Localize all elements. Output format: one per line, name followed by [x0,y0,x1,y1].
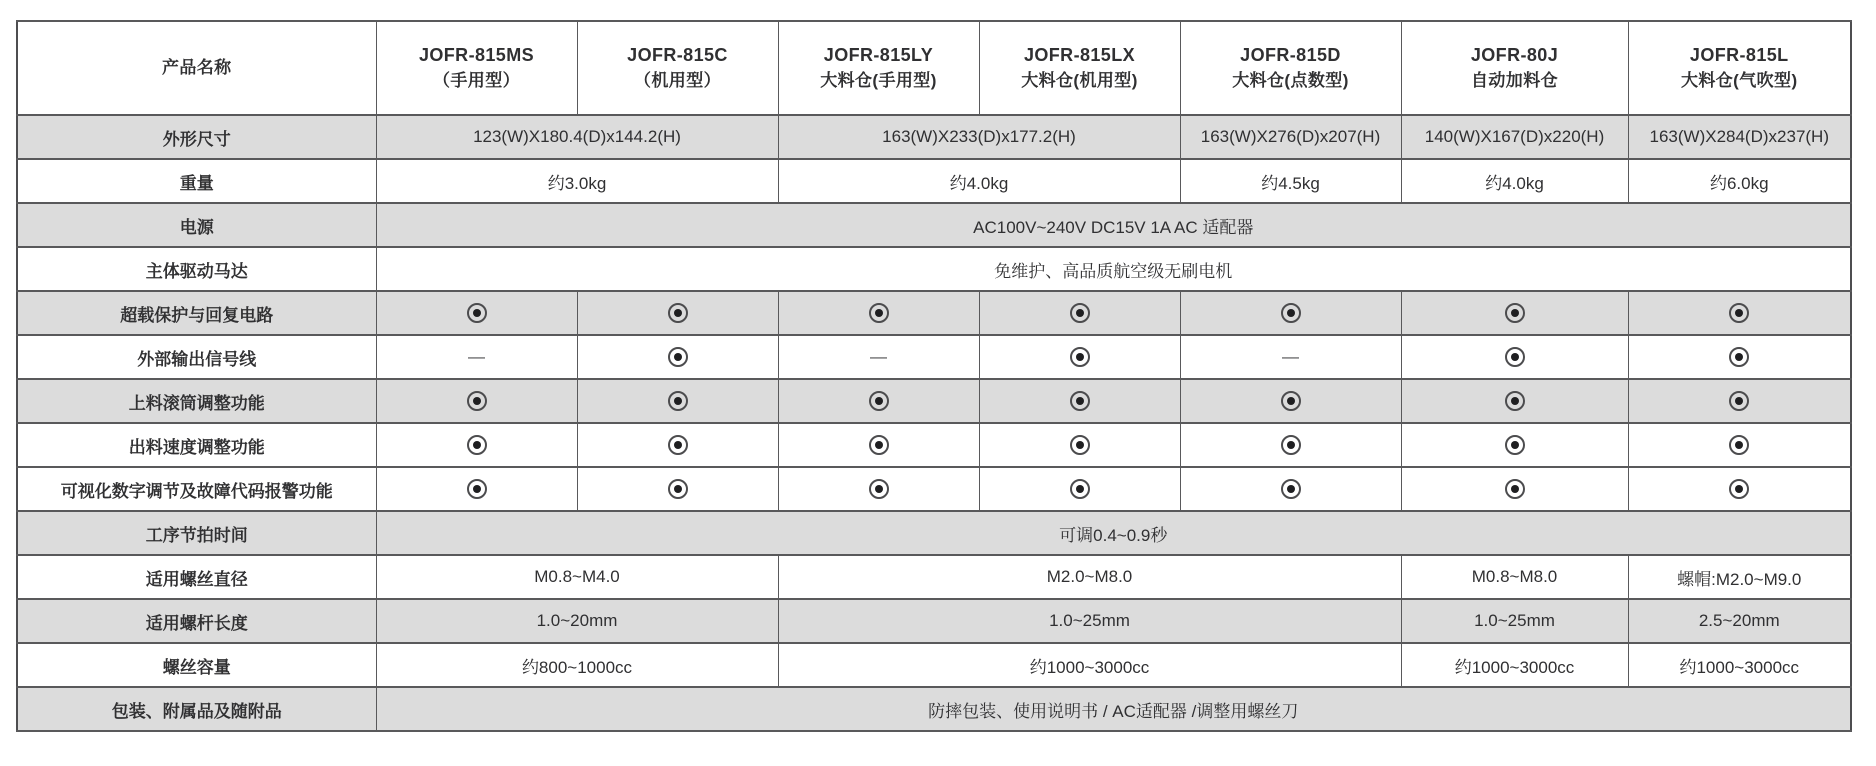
row-label: 上料滚筒调整功能 [17,379,376,423]
supported-icon [869,391,889,411]
spec-row [17,379,1851,423]
supported-icon [1281,479,1301,499]
supported-icon [1505,347,1525,367]
product-model: JOFR-815MS [418,44,535,65]
col-header-jofr-815d [1180,21,1401,115]
spec-cell: AC100V~240V DC15V 1A AC 适配器 [376,203,1851,247]
supported-icon [1505,435,1525,455]
col-header-jofr-815ms [376,21,577,115]
supported-icon [467,391,487,411]
product-model: JOFR-815C [627,44,728,65]
spec-table-head [17,21,1851,115]
spec-cell: 约4.5kg [1180,159,1401,203]
spec-cell [577,423,778,467]
supported-icon [1729,303,1749,323]
spec-cell [376,291,577,335]
spec-cell [778,423,979,467]
spec-cell [1628,467,1851,511]
product-subtitle: 大料仓(点数型) [1232,71,1349,91]
product-model: JOFR-815D [1240,44,1341,65]
spec-cell [979,335,1180,379]
row-label: 适用螺杆长度 [17,599,376,643]
col-header-jofr-815ly [778,21,979,115]
supported-icon [1070,479,1090,499]
supported-icon [1505,303,1525,323]
spec-row [17,599,1851,643]
row-label: 电源 [17,203,376,247]
spec-cell: 约1000~3000cc [1628,643,1851,687]
spec-cell: 140(W)X167(D)x220(H) [1401,115,1628,159]
supported-icon [668,391,688,411]
spec-cell [778,467,979,511]
not-available-dash: — [870,347,887,366]
spec-cell [577,379,778,423]
supported-icon [467,479,487,499]
supported-icon [869,435,889,455]
product-subtitle: 大料仓(机用型) [1021,71,1138,91]
supported-icon [1729,479,1749,499]
spec-cell [979,423,1180,467]
product-subtitle: 大料仓(手用型) [820,71,937,91]
spec-cell [1628,335,1851,379]
supported-icon [1281,391,1301,411]
spec-cell [1180,379,1401,423]
spec-cell [1180,335,1401,379]
supported-icon [1070,435,1090,455]
row-label: 出料速度调整功能 [17,423,376,467]
spec-cell: 防摔包装、使用说明书 / AC适配器 /调整用螺丝刀 [376,687,1851,731]
spec-cell [376,467,577,511]
supported-icon [467,435,487,455]
spec-row [17,511,1851,555]
spec-cell: 163(W)X284(D)x237(H) [1628,115,1851,159]
spec-cell [1401,423,1628,467]
spec-row [17,115,1851,159]
row-label: 适用螺丝直径 [17,555,376,599]
spec-row [17,687,1851,731]
product-subtitle: （手用型） [433,71,520,91]
spec-cell: 可调0.4~0.9秒 [376,511,1851,555]
spec-cell [376,379,577,423]
spec-cell: 1.0~25mm [1401,599,1628,643]
spec-cell: 约6.0kg [1628,159,1851,203]
spec-cell [1180,291,1401,335]
spec-table [16,20,1852,732]
spec-row [17,643,1851,687]
spec-cell [979,467,1180,511]
spec-cell: 1.0~25mm [778,599,1401,643]
spec-cell [1628,423,1851,467]
spec-cell: 免维护、高品质航空级无刷电机 [376,247,1851,291]
spec-cell: M0.8~M8.0 [1401,555,1628,599]
spec-cell [376,423,577,467]
spec-cell [1180,467,1401,511]
spec-cell: 螺帽:M2.0~M9.0 [1628,555,1851,599]
spec-cell [778,335,979,379]
spec-cell [979,379,1180,423]
spec-cell: 2.5~20mm [1628,599,1851,643]
col-header-jofr-815c [577,21,778,115]
row-label: 工序节拍时间 [17,511,376,555]
supported-icon [1070,303,1090,323]
product-subtitle: 自动加料仓 [1471,71,1558,91]
row-label: 外形尺寸 [17,115,376,159]
supported-icon [869,303,889,323]
spec-cell: 约4.0kg [778,159,1180,203]
spec-cell: 约800~1000cc [376,643,778,687]
spec-cell: 163(W)X276(D)x207(H) [1180,115,1401,159]
supported-icon [1281,303,1301,323]
product-model: JOFR-815LX [1023,44,1136,65]
spec-row [17,555,1851,599]
supported-icon [1505,391,1525,411]
col-header-jofr-815l [1628,21,1851,115]
spec-table-body [17,115,1851,731]
product-subtitle: （机用型） [634,71,721,91]
not-available-dash: — [468,347,485,366]
supported-icon [668,303,688,323]
spec-cell: 163(W)X233(D)x177.2(H) [778,115,1180,159]
spec-row [17,291,1851,335]
row-label: 可视化数字调节及故障代码报警功能 [17,467,376,511]
spec-row [17,335,1851,379]
spec-cell [376,335,577,379]
supported-icon [467,303,487,323]
product-model: JOFR-815L [1689,44,1789,65]
supported-icon [1070,391,1090,411]
col-header-jofr-80j [1401,21,1628,115]
supported-icon [668,479,688,499]
spec-cell: M2.0~M8.0 [778,555,1401,599]
product-subtitle: 大料仓(气吹型) [1680,71,1798,91]
spec-cell: 1.0~20mm [376,599,778,643]
row-label: 外部输出信号线 [17,335,376,379]
spec-cell [778,291,979,335]
spec-cell: 约4.0kg [1401,159,1628,203]
row-label: 主体驱动马达 [17,247,376,291]
supported-icon [1729,347,1749,367]
supported-icon [1729,435,1749,455]
supported-icon [1505,479,1525,499]
spec-row [17,423,1851,467]
not-available-dash: — [1282,347,1299,366]
col-header-jofr-815lx [979,21,1180,115]
supported-icon [869,479,889,499]
spec-cell [1628,291,1851,335]
header-row [17,21,1851,115]
product-model: JOFR-815LY [823,44,934,65]
spec-cell: M0.8~M4.0 [376,555,778,599]
spec-row [17,467,1851,511]
row-label: 螺丝容量 [17,643,376,687]
spec-cell: 约1000~3000cc [778,643,1401,687]
spec-cell [1401,335,1628,379]
supported-icon [1729,391,1749,411]
spec-cell: 123(W)X180.4(D)x144.2(H) [376,115,778,159]
spec-row [17,203,1851,247]
spec-cell [1401,291,1628,335]
spec-cell [577,335,778,379]
spec-cell [1401,467,1628,511]
row-label: 包装、附属品及随附品 [17,687,376,731]
row-label: 重量 [17,159,376,203]
col-header-product-name: 产品名称 [17,21,376,115]
spec-cell [1628,379,1851,423]
supported-icon [1281,435,1301,455]
supported-icon [668,435,688,455]
spec-cell [1401,379,1628,423]
spec-cell: 约3.0kg [376,159,778,203]
spec-cell [577,467,778,511]
supported-icon [668,347,688,367]
spec-row [17,247,1851,291]
spec-cell [979,291,1180,335]
row-label: 超载保护与回复电路 [17,291,376,335]
product-model: JOFR-80J [1470,44,1559,65]
supported-icon [1070,347,1090,367]
spec-cell: 约1000~3000cc [1401,643,1628,687]
spec-cell [1180,423,1401,467]
spec-cell [778,379,979,423]
spec-row [17,159,1851,203]
spec-cell [577,291,778,335]
